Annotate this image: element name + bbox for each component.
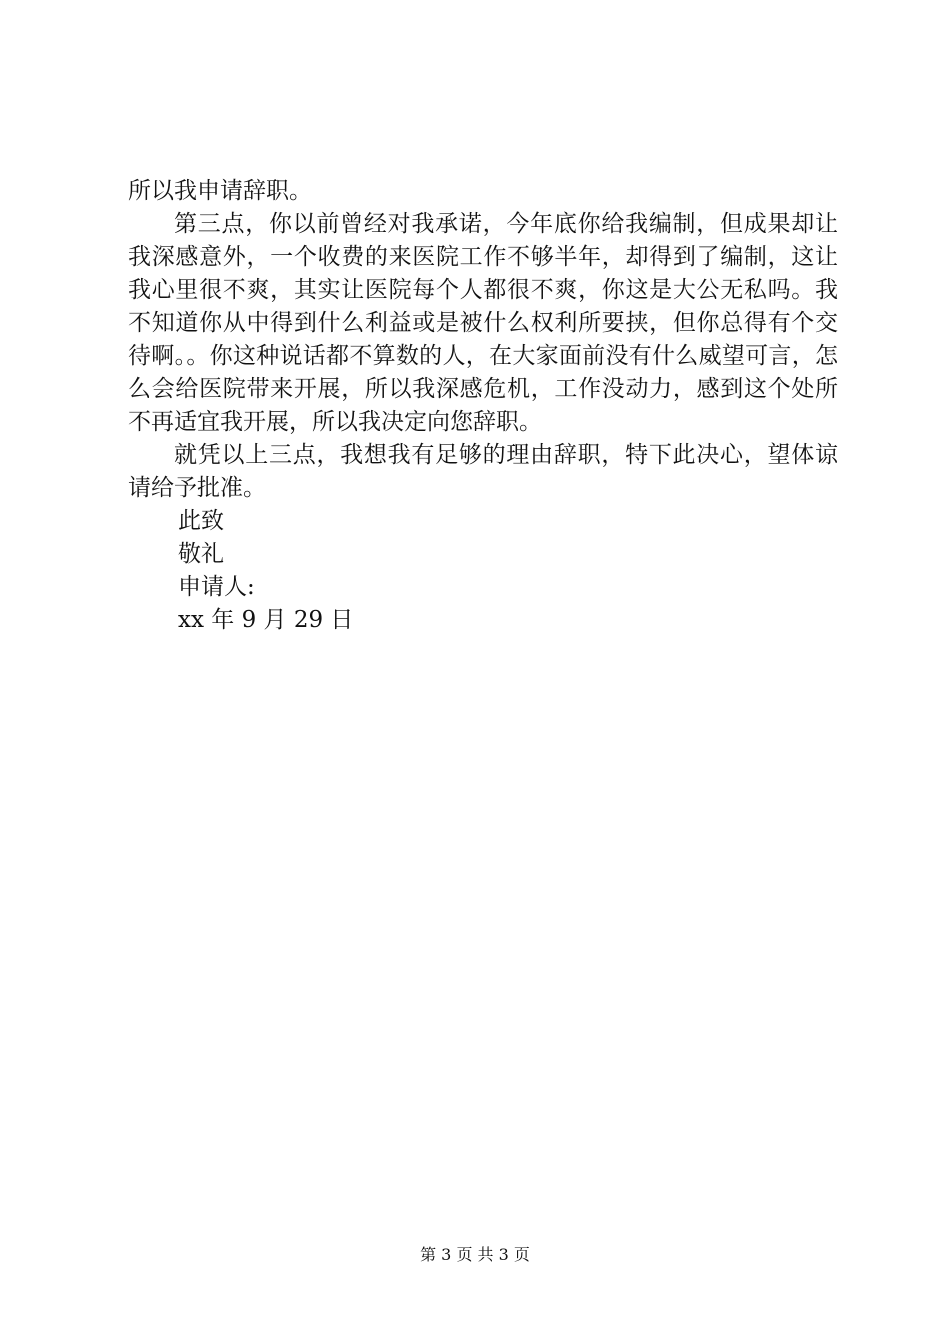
page-footer: 第 3 页 共 3 页 [420, 1245, 530, 1264]
paragraph-1: 所以我申请辞职。 [128, 178, 312, 204]
paragraph-3: 就凭以上三点，我想我有足够的理由辞职，特下此决心，望体谅请给予批准。 [128, 442, 838, 501]
applicant-line: 申请人: [178, 574, 255, 600]
document-body [128, 175, 838, 637]
regards-line: 敬礼 [178, 541, 224, 567]
date-line: xx 年 9 月 29 日 [178, 607, 354, 633]
salutation-line: 此致 [178, 508, 224, 534]
paragraph-2: 第三点，你以前曾经对我承诺，今年底你给我编制，但成果却让我深感意外，一个收费的来医院工作不够半年，却得到了编制，这让我心里很不爽，其实让医院每个人都很不爽，你这是大公无私吗。我不知道你从中得到什么利益或是被什么权利所要挟，但你总得有个交待啊。。你这种说话都不算数的人，在大家面前没有什么威望可言，怎么会给医院带来开展，所以我深感危机，工作没动力，感到这个处所不再适宜我开展，所以我决定向您辞职。 [128, 211, 838, 435]
